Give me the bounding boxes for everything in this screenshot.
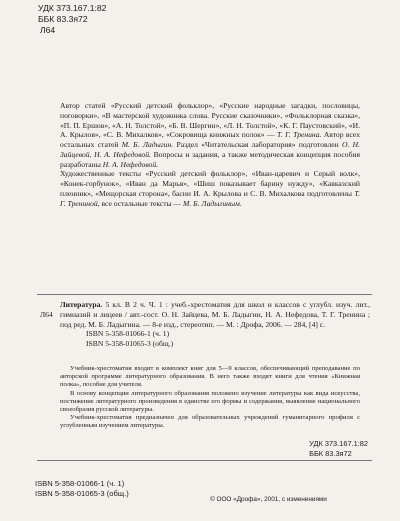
catalog-isbn-1: ISBN 5-358-01066-1 (ч. 1): [86, 329, 170, 339]
isbn-part-1: ISBN 5-358-01066-1 (ч. 1): [35, 479, 125, 488]
credits-name: Т. Г. Тренина.: [277, 130, 322, 140]
catalog-code: Л64: [40, 309, 53, 319]
catalog-card: [40, 300, 370, 349]
credits-paragraph-1: [60, 101, 360, 169]
catalog-details: 5 кл. В 2 ч. Ч. 1 : учеб.-хрестоматия для школ и классов с углубл. изуч. лит., гимназий и лицеев / авт.-сост. О. Н. Зайцева, М. Б. Ладыгин, Н. А. Нефедова, Т. Г. Тренина ; под ред. М. Б. Ладыгина. — 8-е изд., стереотип. — М. : Дрофа, 2006. — 284, [4] с.: [60, 300, 370, 329]
credits-text: Художественные тексты «Русский детский фольклор», «Иван-царевич и Серый волк», «Конек-горбунок», «Иван да Марья», «Шиш показывает барину нужду», «Кавказский пленник», «Мещорская сторона», басни И. А. Крылова и С. В. Михалкова подготовлены: [60, 169, 360, 198]
credits-text: Автор статей «Русский детский фольклор», «Русские народные загадки, пословицы, поговорки», «В мастерской художника слова. Русские сказочники», «Фольклорная сказка», «П. П. Ершов», «А. Н. Толстой», «Б. В. Шергин», «Л. Н. Толстой», «К. Г. Паустовский», «И. А. Крылов», «С. В. Михалков», «Сокровища книжных полок» —: [60, 101, 360, 140]
catalog-isbn-2: ISBN 5-358-01065-3 (общ.): [86, 339, 174, 349]
credits-text: Вопросы и задания, а также методическая концепция пособия разработаны: [60, 149, 361, 169]
bbk-code-footer: ББК 83.3я72: [309, 448, 352, 458]
copyright-notice: © ООО «Дрофа», 2001, с изменениями: [210, 496, 327, 503]
credits-name: Т. Г. Трениной,: [60, 188, 360, 208]
header-classification: [38, 3, 106, 36]
divider: [37, 294, 372, 295]
catalog-description: [60, 300, 370, 329]
udk-code-footer: УДК 373.167.1:82: [309, 439, 368, 448]
credits-text: Раздел «Читательская лаборатория» подготовлен: [176, 140, 339, 149]
credits-name: М. Б. Ладыгиным.: [183, 198, 242, 208]
bbk-code: ББК 83.3я72: [38, 14, 88, 24]
catalog-title: Литература.: [60, 300, 103, 309]
credits-paragraph-2: [60, 169, 360, 208]
credits-text: Автор всех остальных статей: [60, 130, 360, 149]
udk-code: УДК 373.167.1:82: [38, 3, 107, 13]
annotation: [60, 365, 360, 431]
credits-name: М. Б. Ладыгин.: [121, 140, 174, 149]
credits-text: все остальные тексты —: [101, 198, 182, 208]
credits-name: Н. А. Нефедовой.: [102, 159, 159, 169]
footer-classification: [309, 439, 368, 458]
credits-name: О. Н. Зайцевой, Н. А. Нефедовой.: [60, 140, 361, 159]
author-sign: Л64: [40, 25, 56, 35]
credits-block: [60, 101, 360, 208]
isbn-block: [35, 479, 129, 499]
annotation-paragraph-2: В основу концепции литературного образования положено изучение литературы как вида искусства, постижение литературного произведения в единстве его формы и содержания, выявление национального своеобразия русской литературы.: [60, 389, 360, 414]
catalog-entry: [40, 300, 370, 329]
divider: [37, 460, 372, 461]
annotation-paragraph-3: Учебник-хрестоматия предназначен для образовательных учреждений гуманитарного профиля с углубленным изучением литературы.: [60, 414, 360, 430]
isbn-general: ISBN 5-358-01065-3 (общ.): [35, 489, 129, 498]
annotation-paragraph-1: Учебник-хрестоматия входит в комплект книг для 5—9 классов, обеспечивающий преподавание по авторской программе литературного образования. В него также входят книги для чтения «Книжная полка», пособие для учителя.: [60, 365, 360, 389]
